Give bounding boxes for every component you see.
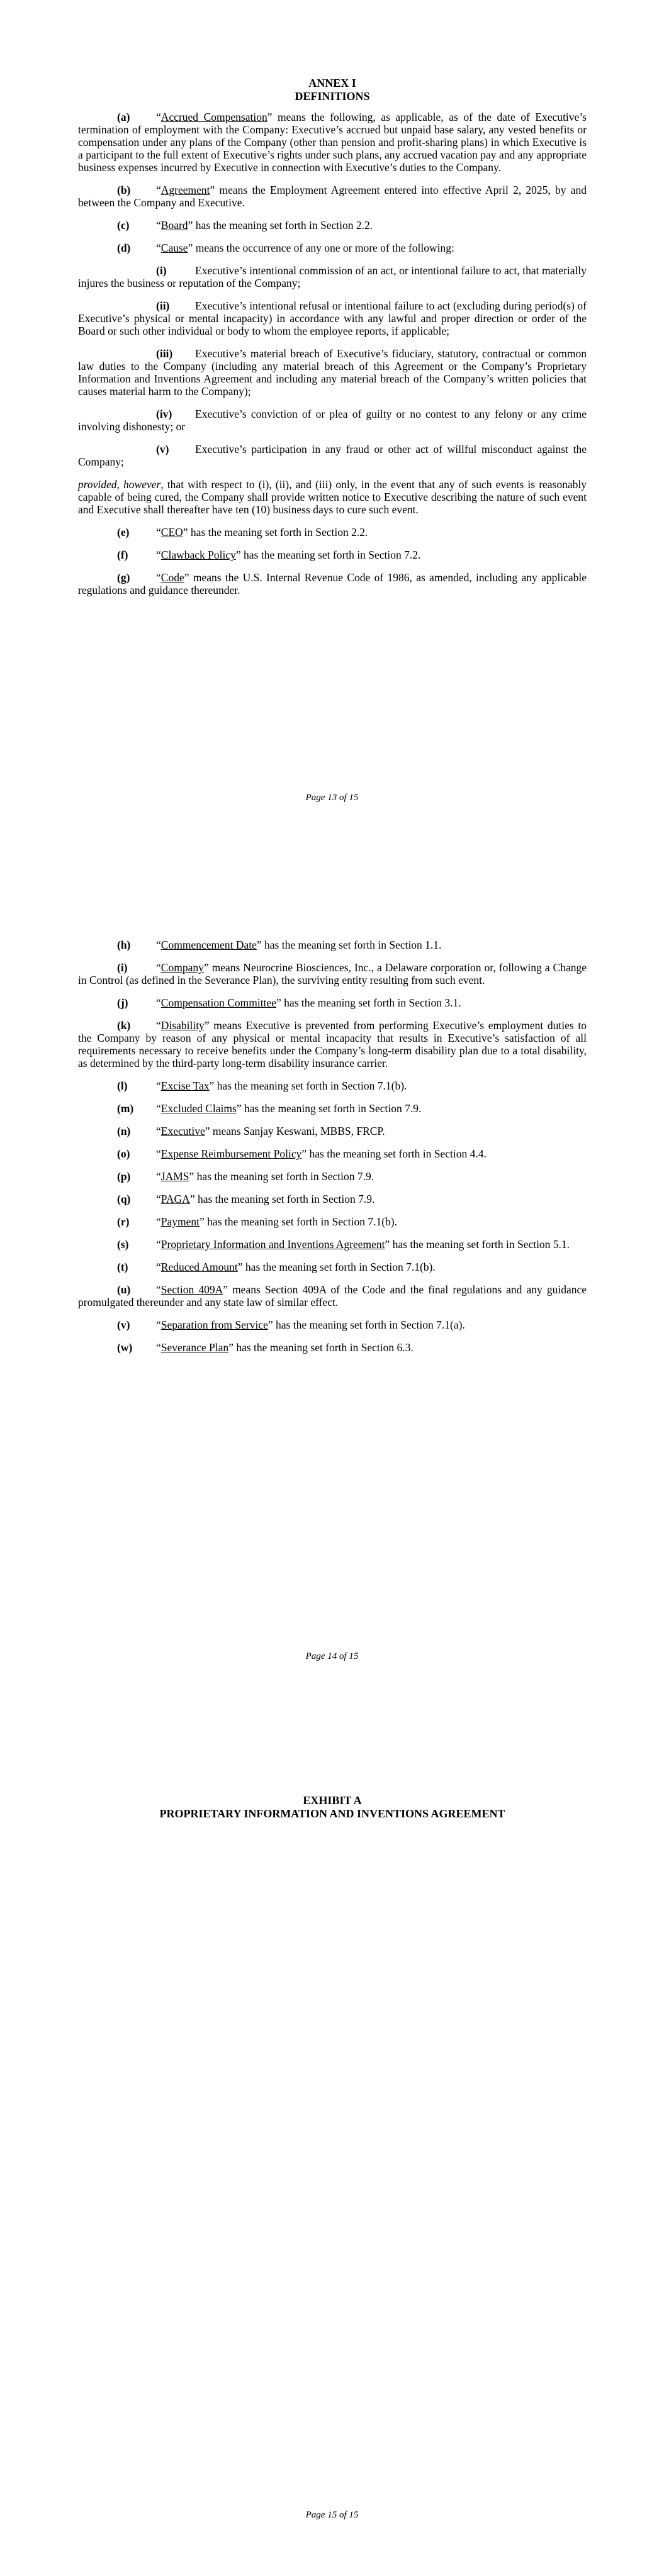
- exhibit-title: [78, 1794, 587, 1820]
- defined-term: Disability: [160, 1019, 205, 1032]
- definition-a: (a) “Accrued Compensation” means the following, as applicable, as of the date of Executive’s termination of employment with the Company: Executive’s accrued but unpaid base salary, any vested benefits or compensation under any plans of the Company (other than pension and profit-sharing plans) in which Executive is a participant to the full extent of Executive’s rights under such plans, any accrued vacation pay and any appropriate business expenses incurred by Executive in connection with Executive’s duties to the Company.: [78, 111, 587, 174]
- cause-item-ii: (ii) Executive’s intentional refusal or intentional failure to act (excluding during period(s) of Executive’s physical or mental incapacity) in accordance with any lawful and proper direction or order of the Board or such other individual or body to whom the employee reports, if applicable;: [78, 299, 587, 337]
- cause-item-v: (v) Executive’s participation in any fraud or other act of willful misconduct against the Company;: [78, 443, 587, 468]
- definition-b: (b) “Agreement” means the Employment Agreement entered into effective April 2, 2025, by and between the Company and Executive.: [78, 184, 587, 209]
- page-footer: Page 15 of 15: [305, 2510, 359, 2520]
- definition-e: (e) “CEO” has the meaning set forth in Section 2.2.: [117, 526, 368, 538]
- item-number: (i): [156, 264, 167, 277]
- cause-item-iii: (iii) Executive’s material breach of Executive’s fiduciary, statutory, contractual or common law duties to the Company (including any material breach of this Agreement or the Company’s Proprietary Information and Inventions Agreement and including any material breach of the Company’s written policies that causes material harm to the Company);: [78, 347, 587, 398]
- defined-term: Company: [160, 961, 204, 974]
- defined-term: Payment: [160, 1215, 200, 1228]
- definition-f: (f) “Clawback Policy” has the meaning set forth in Section 7.2.: [117, 549, 421, 561]
- defined-term: Agreement: [160, 184, 210, 196]
- defined-term: Board: [160, 219, 188, 231]
- item-number: (ii): [156, 299, 170, 312]
- proviso-paragraph: provided, however, that with respect to (i), (ii), and (iii) only, in the event that any of such events is reasonably capable of being cured, the Company shall provide written notice to Executive describing the nature of such event and Executive shall thereafter have ten (10) business days to cure such event.: [78, 478, 587, 516]
- definition-v: (v) “Separation from Service” has the meaning set forth in Section 7.1(a).: [117, 1319, 465, 1331]
- annex-title-line1: ANNEX I: [308, 77, 356, 89]
- item-number: (v): [156, 443, 169, 455]
- definition-j: (j) “Compensation Committee” has the meaning set forth in Section 3.1.: [117, 996, 461, 1009]
- defined-term: Separation from Service: [160, 1319, 268, 1331]
- defined-term: CEO: [160, 526, 183, 538]
- definition-d: (d) “Cause” means the occurrence of any one or more of the following:: [117, 242, 454, 254]
- page-footer: Page 14 of 15: [305, 1651, 359, 1661]
- defined-term: Excise Tax: [160, 1079, 210, 1092]
- definition-w: (w) “Severance Plan” has the meaning set forth in Section 6.3.: [117, 1341, 414, 1354]
- defined-term: Compensation Committee: [160, 996, 277, 1009]
- definition-s: (s) “Proprietary Information and Inventions Agreement” has the meaning set forth in Section 5.1.: [117, 1238, 570, 1251]
- page-14: [0, 859, 664, 1717]
- definition-t: (t) “Reduced Amount” has the meaning set forth in Section 7.1(b).: [117, 1261, 436, 1273]
- item-number: (iv): [156, 408, 172, 420]
- defined-term: Code: [160, 571, 184, 584]
- defined-term: Excluded Claims: [160, 1102, 237, 1115]
- defined-term: PAGA: [160, 1193, 190, 1205]
- exhibit-title-line1: EXHIBIT A: [303, 1794, 362, 1807]
- item-number: (iii): [156, 347, 173, 360]
- page-footer: Page 13 of 15: [305, 793, 359, 803]
- page-13: [0, 0, 664, 859]
- defined-term: JAMS: [160, 1170, 189, 1183]
- defined-term: Cause: [160, 242, 188, 254]
- defined-term: Severance Plan: [160, 1341, 229, 1354]
- defined-term: Commencement Date: [160, 939, 257, 951]
- exhibit-title-line2: PROPRIETARY INFORMATION AND INVENTIONS AGREEMENT: [159, 1807, 505, 1820]
- definition-h: (h) “Commencement Date” has the meaning set forth in Section 1.1.: [117, 939, 442, 951]
- definition-p: (p) “JAMS” has the meaning set forth in Section 7.9.: [117, 1170, 374, 1183]
- annex-title-line2: DEFINITIONS: [295, 90, 370, 103]
- definition-k: (k) “Disability” means Executive is prevented from performing Executive’s employment duties to the Company by reason of any physical or mental incapacity that results in Executive’s satisfaction of all requirements necessary to receive benefits under the Company’s long-term disability plan due to a total disability, as determined by the third-party long-term disability insurance carrier.: [78, 1019, 587, 1069]
- defined-term: Executive: [160, 1125, 205, 1137]
- defined-term: Clawback Policy: [160, 549, 236, 561]
- defined-term: Reduced Amount: [160, 1261, 238, 1273]
- definition-o: (o) “Expense Reimbursement Policy” has the meaning set forth in Section 4.4.: [117, 1147, 487, 1160]
- page-13-content: [78, 77, 587, 606]
- defined-term: Section 409A: [160, 1283, 223, 1296]
- definition-l: (l) “Excise Tax” has the meaning set forth in Section 7.1(b).: [117, 1079, 407, 1092]
- definition-u: (u) “Section 409A” means Section 409A of the Code and the final regulations and any guidance promulgated thereunder and any state law of similar effect.: [78, 1283, 587, 1308]
- definition-n: (n) “Executive” means Sanjay Keswani, MBBS, FRCP.: [117, 1125, 385, 1137]
- definition-g: (g) “Code” means the U.S. Internal Revenue Code of 1986, as amended, including any applicable regulations and guidance thereunder.: [78, 571, 587, 596]
- definition-m: (m) “Excluded Claims” has the meaning set forth in Section 7.9.: [117, 1102, 422, 1115]
- defined-term: Accrued Compensation: [160, 111, 267, 123]
- cause-item-iv: (iv) Executive’s conviction of or plea of guilty or no contest to any felony or any crime involving dishonesty; or: [78, 408, 587, 433]
- definition-r: (r) “Payment” has the meaning set forth in Section 7.1(b).: [117, 1215, 397, 1228]
- page-15: [0, 1717, 664, 2576]
- defined-term: Expense Reimbursement Policy: [160, 1147, 302, 1160]
- page-15-content: [78, 1794, 587, 1820]
- definition-i: (i) “Company” means Neurocrine Biosciences, Inc., a Delaware corporation or, following a Change in Control (as defined in the Severance Plan), the surviving entity resulting from such event.: [78, 961, 587, 986]
- annex-title: [78, 77, 587, 103]
- page-14-content: [78, 939, 587, 1364]
- defined-term: Proprietary Information and Inventions Agreement: [160, 1238, 385, 1251]
- cause-item-i: (i) Executive’s intentional commission of an act, or intentional failure to act, that materially injures the business or reputation of the Company;: [78, 264, 587, 289]
- definition-q: (q) “PAGA” has the meaning set forth in Section 7.9.: [117, 1193, 375, 1205]
- definition-c: (c) “Board” has the meaning set forth in Section 2.2.: [117, 219, 373, 231]
